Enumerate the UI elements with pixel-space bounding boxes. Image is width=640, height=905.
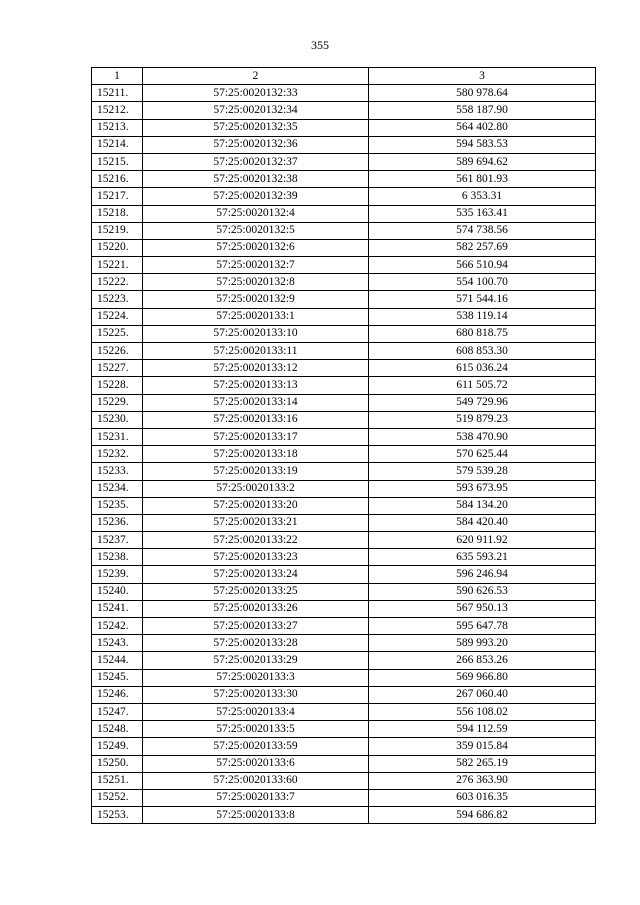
cadastral-number: 57:25:0020133:59 (143, 738, 369, 755)
table-row (92, 119, 596, 136)
cadastral-number: 57:25:0020133:12 (143, 360, 369, 377)
cadastral-value: 574 738.56 (369, 222, 596, 239)
cadastral-number: 57:25:0020133:10 (143, 325, 369, 342)
row-number: 15233. (92, 463, 143, 480)
row-number: 15223. (92, 291, 143, 308)
table-row (92, 480, 596, 497)
table-row (92, 463, 596, 480)
cadastral-number: 57:25:0020133:27 (143, 618, 369, 635)
cadastral-value: 615 036.24 (369, 360, 596, 377)
row-number: 15245. (92, 669, 143, 686)
row-number: 15248. (92, 721, 143, 738)
cadastral-value: 620 911.92 (369, 532, 596, 549)
cadastral-number: 57:25:0020133:60 (143, 772, 369, 789)
table-row (92, 755, 596, 772)
table-row (92, 772, 596, 789)
table-row (92, 514, 596, 531)
table-row (92, 171, 596, 188)
row-number: 15234. (92, 480, 143, 497)
row-number: 15226. (92, 343, 143, 360)
cadastral-value: 582 257.69 (369, 239, 596, 256)
table-row (92, 222, 596, 239)
cadastral-number: 57:25:0020132:4 (143, 205, 369, 222)
cadastral-value: 276 363.90 (369, 772, 596, 789)
row-number: 15227. (92, 360, 143, 377)
cadastral-value: 603 016.35 (369, 789, 596, 806)
table-row (92, 343, 596, 360)
cadastral-value: 584 134.20 (369, 497, 596, 514)
cadastral-number: 57:25:0020133:16 (143, 411, 369, 428)
cadastral-value: 538 470.90 (369, 428, 596, 445)
table-row (92, 85, 596, 102)
header-col-2: 2 (143, 68, 369, 85)
cadastral-number: 57:25:0020133:3 (143, 669, 369, 686)
row-number: 15239. (92, 566, 143, 583)
row-number: 15247. (92, 703, 143, 720)
cadastral-value: 589 694.62 (369, 153, 596, 170)
table-row (92, 102, 596, 119)
cadastral-number: 57:25:0020133:5 (143, 721, 369, 738)
row-number: 15236. (92, 514, 143, 531)
cadastral-number: 57:25:0020133:25 (143, 583, 369, 600)
cadastral-value: 519 879.23 (369, 411, 596, 428)
table-row (92, 291, 596, 308)
row-number: 15230. (92, 411, 143, 428)
cadastral-number: 57:25:0020132:9 (143, 291, 369, 308)
table-row (92, 618, 596, 635)
cadastral-value: 594 112.59 (369, 721, 596, 738)
cadastral-value: 594 686.82 (369, 807, 596, 824)
cadastral-number: 57:25:0020133:21 (143, 514, 369, 531)
cadastral-value: 589 993.20 (369, 635, 596, 652)
cadastral-number: 57:25:0020132:8 (143, 274, 369, 291)
table-row (92, 635, 596, 652)
table-row (92, 394, 596, 411)
table-row (92, 428, 596, 445)
table-row (92, 274, 596, 291)
cadastral-number: 57:25:0020133:8 (143, 807, 369, 824)
cadastral-number: 57:25:0020133:18 (143, 446, 369, 463)
cadastral-number: 57:25:0020132:7 (143, 257, 369, 274)
cadastral-value: 556 108.02 (369, 703, 596, 720)
cadastral-number: 57:25:0020133:14 (143, 394, 369, 411)
cadastral-value: 596 246.94 (369, 566, 596, 583)
table-row (92, 411, 596, 428)
table-header (92, 68, 596, 85)
cadastral-value: 594 583.53 (369, 136, 596, 153)
table-row (92, 497, 596, 514)
table-row (92, 239, 596, 256)
cadastral-number: 57:25:0020132:34 (143, 102, 369, 119)
cadastral-value: 538 119.14 (369, 308, 596, 325)
row-number: 15228. (92, 377, 143, 394)
cadastral-value: 558 187.90 (369, 102, 596, 119)
cadastral-value: 535 163.41 (369, 205, 596, 222)
cadastral-number: 57:25:0020132:39 (143, 188, 369, 205)
table-row (92, 360, 596, 377)
cadastral-number: 57:25:0020133:6 (143, 755, 369, 772)
cadastral-number: 57:25:0020133:22 (143, 532, 369, 549)
cadastral-number: 57:25:0020132:33 (143, 85, 369, 102)
row-number: 15225. (92, 325, 143, 342)
cadastral-number: 57:25:0020132:37 (143, 153, 369, 170)
row-number: 15241. (92, 600, 143, 617)
cadastral-number: 57:25:0020133:24 (143, 566, 369, 583)
row-number: 15231. (92, 428, 143, 445)
table-row (92, 377, 596, 394)
row-number: 15229. (92, 394, 143, 411)
cadastral-value: 580 978.64 (369, 85, 596, 102)
table-row (92, 721, 596, 738)
cadastral-number: 57:25:0020133:30 (143, 686, 369, 703)
row-number: 15224. (92, 308, 143, 325)
table-row (92, 807, 596, 824)
cadastral-number: 57:25:0020133:28 (143, 635, 369, 652)
row-number: 15219. (92, 222, 143, 239)
table-row (92, 703, 596, 720)
row-number: 15214. (92, 136, 143, 153)
table-row (92, 686, 596, 703)
row-number: 15243. (92, 635, 143, 652)
table-row (92, 583, 596, 600)
row-number: 15218. (92, 205, 143, 222)
table-row (92, 789, 596, 806)
row-number: 15215. (92, 153, 143, 170)
table-row (92, 549, 596, 566)
row-number: 15250. (92, 755, 143, 772)
table-row (92, 205, 596, 222)
table-row (92, 308, 596, 325)
cadastral-number: 57:25:0020133:7 (143, 789, 369, 806)
table-row (92, 669, 596, 686)
table-row (92, 325, 596, 342)
row-number: 15213. (92, 119, 143, 136)
cadastral-value: 584 420.40 (369, 514, 596, 531)
row-number: 15251. (92, 772, 143, 789)
table-row (92, 600, 596, 617)
cadastral-value: 6 353.31 (369, 188, 596, 205)
page-number: 355 (311, 38, 329, 52)
row-number: 15235. (92, 497, 143, 514)
row-number: 15220. (92, 239, 143, 256)
table-row (92, 566, 596, 583)
row-number: 15221. (92, 257, 143, 274)
table-row (92, 532, 596, 549)
cadastral-value: 566 510.94 (369, 257, 596, 274)
row-number: 15253. (92, 807, 143, 824)
row-number: 15252. (92, 789, 143, 806)
row-number: 15217. (92, 188, 143, 205)
cadastral-number: 57:25:0020132:35 (143, 119, 369, 136)
cadastral-number: 57:25:0020132:38 (143, 171, 369, 188)
cadastral-value: 635 593.21 (369, 549, 596, 566)
cadastral-value: 266 853.26 (369, 652, 596, 669)
header-row (92, 68, 596, 85)
cadastral-number: 57:25:0020133:20 (143, 497, 369, 514)
table-row (92, 153, 596, 170)
cadastral-value: 564 402.80 (369, 119, 596, 136)
cadastral-value: 593 673.95 (369, 480, 596, 497)
cadastral-value: 267 060.40 (369, 686, 596, 703)
cadastral-value: 549 729.96 (369, 394, 596, 411)
table-row (92, 652, 596, 669)
cadastral-value: 567 950.13 (369, 600, 596, 617)
table-row (92, 738, 596, 755)
table-row (92, 136, 596, 153)
cadastral-number: 57:25:0020132:5 (143, 222, 369, 239)
table-row (92, 188, 596, 205)
row-number: 15244. (92, 652, 143, 669)
cadastral-number: 57:25:0020133:11 (143, 343, 369, 360)
cadastral-value: 570 625.44 (369, 446, 596, 463)
cadastral-value: 590 626.53 (369, 583, 596, 600)
cadastral-value: 608 853.30 (369, 343, 596, 360)
cadastral-number: 57:25:0020133:1 (143, 308, 369, 325)
cadastral-value-table (91, 67, 596, 824)
cadastral-number: 57:25:0020133:23 (143, 549, 369, 566)
row-number: 15232. (92, 446, 143, 463)
row-number: 15249. (92, 738, 143, 755)
cadastral-value: 359 015.84 (369, 738, 596, 755)
cadastral-value: 571 544.16 (369, 291, 596, 308)
cadastral-value: 561 801.93 (369, 171, 596, 188)
cadastral-number: 57:25:0020133:19 (143, 463, 369, 480)
row-number: 15222. (92, 274, 143, 291)
cadastral-number: 57:25:0020133:13 (143, 377, 369, 394)
cadastral-value: 680 818.75 (369, 325, 596, 342)
row-number: 15216. (92, 171, 143, 188)
cadastral-number: 57:25:0020133:4 (143, 703, 369, 720)
header-col-3: 3 (369, 68, 596, 85)
row-number: 15211. (92, 85, 143, 102)
cadastral-value: 595 647.78 (369, 618, 596, 635)
cadastral-number: 57:25:0020133:26 (143, 600, 369, 617)
cadastral-number: 57:25:0020133:29 (143, 652, 369, 669)
cadastral-value: 579 539.28 (369, 463, 596, 480)
cadastral-value: 554 100.70 (369, 274, 596, 291)
cadastral-value: 582 265.19 (369, 755, 596, 772)
cadastral-number: 57:25:0020133:17 (143, 428, 369, 445)
row-number: 15238. (92, 549, 143, 566)
cadastral-number: 57:25:0020132:6 (143, 239, 369, 256)
row-number: 15240. (92, 583, 143, 600)
row-number: 15246. (92, 686, 143, 703)
cadastral-number: 57:25:0020133:2 (143, 480, 369, 497)
cadastral-number: 57:25:0020132:36 (143, 136, 369, 153)
table-row (92, 257, 596, 274)
row-number: 15242. (92, 618, 143, 635)
cadastral-value: 569 966.80 (369, 669, 596, 686)
row-number: 15212. (92, 102, 143, 119)
table-body (92, 85, 596, 824)
row-number: 15237. (92, 532, 143, 549)
cadastral-value: 611 505.72 (369, 377, 596, 394)
header-col-1: 1 (92, 68, 143, 85)
table-row (92, 446, 596, 463)
